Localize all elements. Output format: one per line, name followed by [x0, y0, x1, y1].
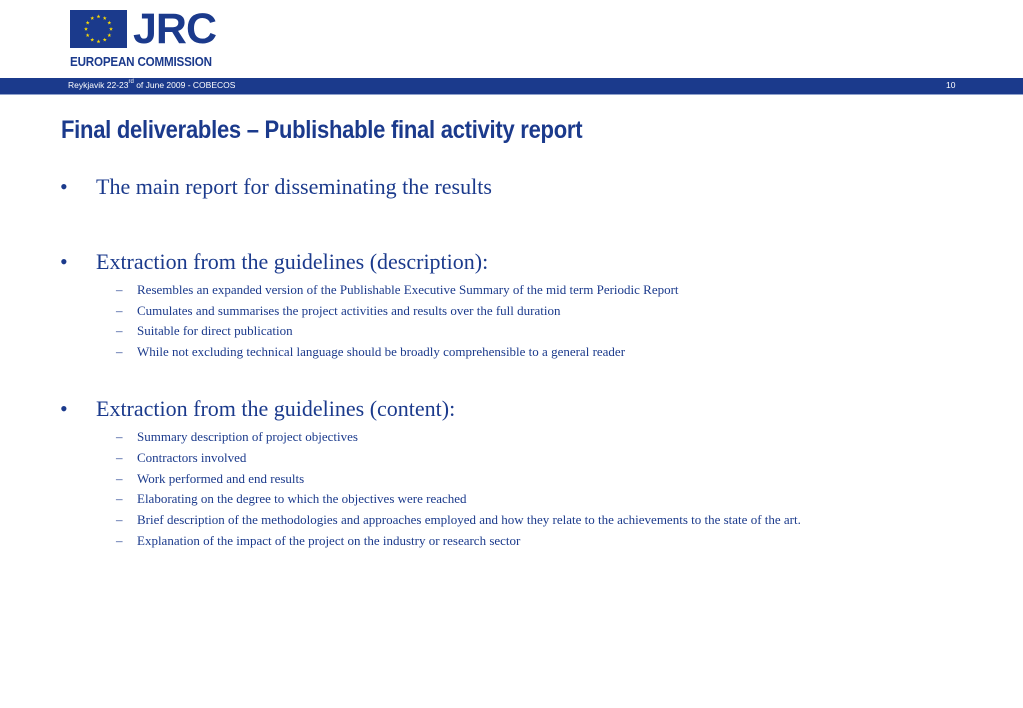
dash-symbol: –	[116, 323, 123, 338]
dash-symbol: –	[116, 303, 123, 318]
eu-flag-icon	[70, 10, 127, 48]
bullet-text: The main report for disseminating the results	[96, 174, 492, 199]
bullet-symbol: •	[60, 174, 68, 199]
dash-symbol: –	[116, 429, 123, 444]
sub-item-text: Summary description of project objectives	[137, 429, 358, 444]
jrc-wordmark: JRC	[133, 5, 217, 53]
sub-item-text: Cumulates and summarises the project activities and results over the full duration	[137, 303, 561, 318]
sub-item-text: Work performed and end results	[137, 471, 305, 486]
event-superscript: rd	[128, 79, 134, 85]
sub-item-text: Resembles an expanded version of the Publishable Executive Summary of the mid term Periodic Report	[137, 282, 679, 297]
dash-symbol: –	[116, 533, 123, 548]
dash-symbol: –	[116, 491, 123, 506]
dash-symbol: –	[116, 471, 123, 486]
sub-item-text: Suitable for direct publication	[137, 323, 293, 338]
sub-item-text: Brief description of the methodologies and approaches employed and how they relate to the achievements to the state of the art.	[137, 512, 801, 527]
bullet-symbol: •	[60, 396, 68, 421]
header-bar	[0, 78, 1023, 95]
sub-item-text: Elaborating on the degree to which the objectives were reached	[137, 491, 467, 506]
jrc-logo	[70, 5, 217, 70]
sub-item-text: While not excluding technical language should be broadly comprehensible to a general reader	[137, 344, 626, 359]
dash-symbol: –	[116, 512, 123, 527]
event-suffix: of June 2009 - COBECOS	[133, 80, 236, 90]
dash-symbol: –	[116, 450, 123, 465]
page-number: 10	[946, 80, 956, 90]
european-commission-label: EUROPEAN COMMISSION	[70, 55, 212, 69]
bullet-text: Extraction from the guidelines (content):	[96, 396, 456, 421]
event-prefix: Reykjavik 22-23	[68, 80, 129, 90]
slide-title: Final deliverables – Publishable final activity report	[61, 116, 583, 144]
sub-item-text: Explanation of the impact of the project on the industry or research sector	[137, 533, 521, 548]
bullet-symbol: •	[60, 249, 68, 274]
bullet-text: Extraction from the guidelines (description):	[96, 249, 489, 274]
dash-symbol: –	[116, 282, 123, 297]
sub-item-text: Contractors involved	[137, 450, 247, 465]
dash-symbol: –	[116, 344, 123, 359]
event-label	[68, 80, 235, 90]
